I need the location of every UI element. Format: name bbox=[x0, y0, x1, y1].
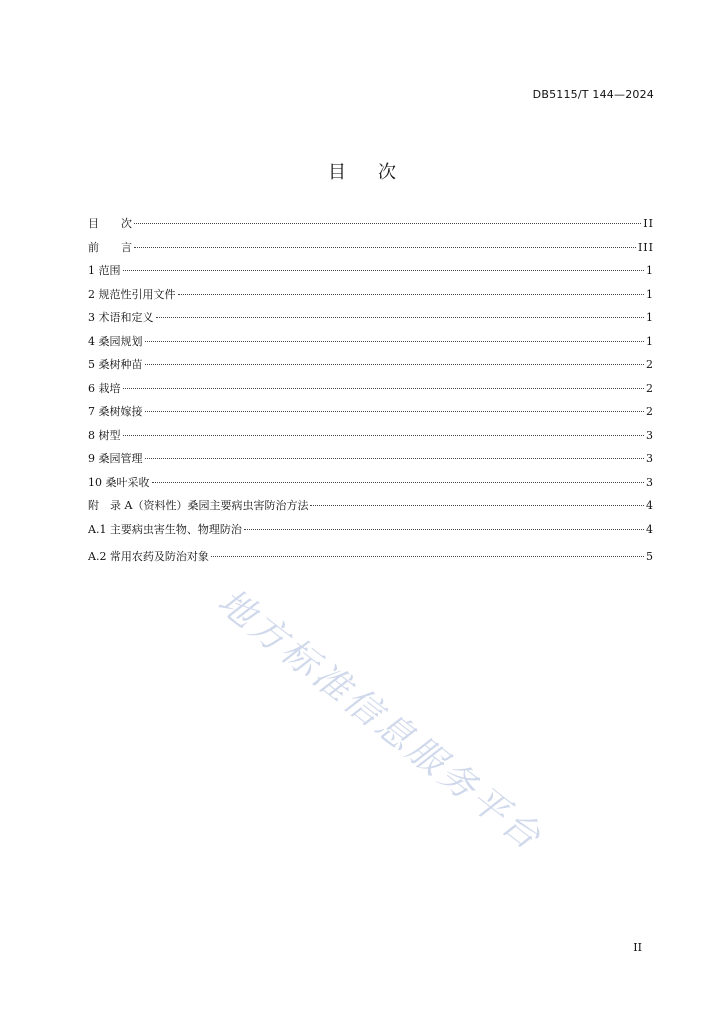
toc-entry[interactable] bbox=[88, 404, 654, 428]
toc-entry-page: 1 bbox=[646, 264, 654, 277]
toc-entry-appendix[interactable] bbox=[88, 498, 654, 522]
dot-leader bbox=[145, 364, 645, 365]
toc-entry-page: III bbox=[637, 240, 654, 254]
toc-entry-page: 3 bbox=[646, 452, 654, 465]
toc-entry-page: 2 bbox=[646, 358, 654, 371]
toc-entry[interactable] bbox=[88, 381, 654, 405]
toc-entry-label: 5 桑树种苗 bbox=[88, 358, 143, 371]
toc-entry-page: 3 bbox=[646, 428, 654, 442]
watermark: 地方标准信息服务平台 bbox=[209, 581, 551, 860]
toc-entry-page: 1 bbox=[646, 311, 654, 324]
toc-entry-label: 10 桑叶采收 bbox=[88, 475, 150, 489]
toc-entry-label: 9 桑园管理 bbox=[88, 452, 143, 465]
toc-entry-page: 2 bbox=[646, 381, 654, 395]
dot-leader bbox=[145, 411, 645, 412]
dot-leader bbox=[134, 223, 641, 224]
toc-entry-page: II bbox=[643, 217, 654, 230]
toc-entry-label: 2 规范性引用文件 bbox=[88, 287, 176, 301]
dot-leader bbox=[145, 341, 645, 342]
toc-entry[interactable] bbox=[88, 310, 654, 334]
toc-entry-label: 7 桑树嫁接 bbox=[88, 405, 143, 418]
toc-entry[interactable] bbox=[88, 287, 654, 311]
toc-entry[interactable] bbox=[88, 357, 654, 381]
toc-entry-page: 3 bbox=[646, 475, 654, 489]
dot-leader bbox=[145, 458, 645, 459]
dot-leader bbox=[123, 388, 645, 389]
toc-entry[interactable] bbox=[88, 263, 654, 287]
toc-entry[interactable] bbox=[88, 216, 654, 240]
toc-entry-page: 1 bbox=[646, 287, 654, 301]
toc-entry-label: 前 言 bbox=[88, 240, 132, 254]
document-code: DB5115/T 144—2024 bbox=[532, 88, 654, 101]
page-number: II bbox=[633, 941, 642, 954]
toc-entry-label: 3 术语和定义 bbox=[88, 311, 154, 324]
toc-entry-appendix-section[interactable] bbox=[88, 549, 654, 573]
toc-list bbox=[88, 216, 654, 573]
toc-entry-page: 1 bbox=[646, 334, 654, 348]
toc-entry-label: 8 树型 bbox=[88, 428, 121, 442]
dot-leader bbox=[211, 556, 644, 557]
toc-entry-label: 目 次 bbox=[88, 217, 132, 230]
toc-entry-page: 4 bbox=[646, 499, 654, 512]
dot-leader bbox=[310, 505, 644, 506]
dot-leader bbox=[178, 294, 645, 295]
toc-entry-label: A.1 主要病虫害生物、物理防治 bbox=[88, 522, 242, 536]
toc-entry[interactable] bbox=[88, 451, 654, 475]
toc-entry[interactable] bbox=[88, 334, 654, 358]
dot-leader bbox=[134, 247, 636, 248]
toc-entry-label: 4 桑园规划 bbox=[88, 334, 143, 348]
dot-leader bbox=[156, 317, 645, 318]
toc-entry[interactable] bbox=[88, 475, 654, 499]
dot-leader bbox=[152, 482, 645, 483]
toc-entry-label: 附 录 A（资料性）桑园主要病虫害防治方法 bbox=[88, 499, 309, 512]
dot-leader bbox=[123, 435, 645, 436]
dot-leader bbox=[244, 529, 644, 530]
dot-leader bbox=[123, 270, 645, 271]
toc-entry-label: A.2 常用农药及防治对象 bbox=[88, 550, 209, 563]
toc-entry-page: 4 bbox=[646, 522, 654, 536]
toc-entry[interactable] bbox=[88, 428, 654, 452]
toc-entry-page: 2 bbox=[646, 405, 654, 418]
toc-entry-label: 1 范围 bbox=[88, 264, 121, 277]
toc-entry-label: 6 栽培 bbox=[88, 381, 121, 395]
toc-title: 目次 bbox=[328, 162, 428, 183]
toc-entry[interactable] bbox=[88, 240, 654, 264]
toc-entry-page: 5 bbox=[646, 550, 654, 563]
toc-entry-appendix-section[interactable] bbox=[88, 522, 654, 546]
